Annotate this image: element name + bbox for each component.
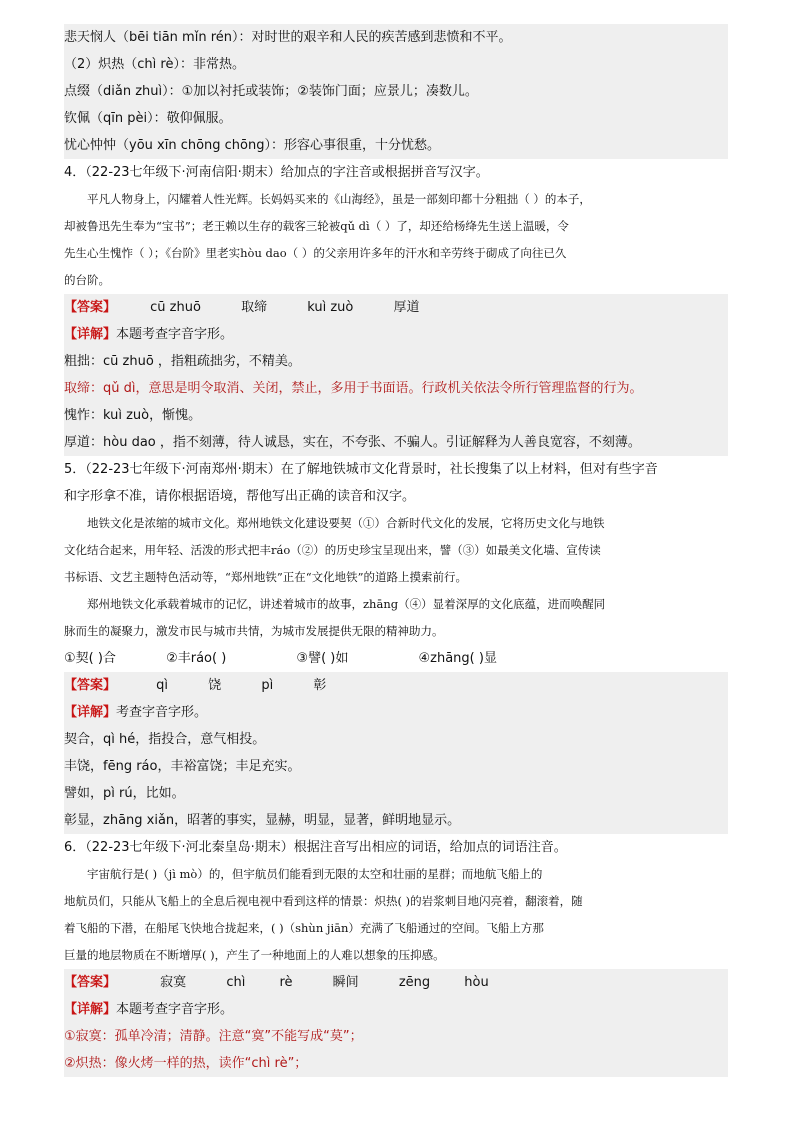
question-6-passage: 巨量的地层物质在不断增厚( )，产生了一种地面上的人难以想象的压抑感。 xyxy=(64,948,445,962)
definition-line: （2）炽热（chì rè）：非常热。 xyxy=(64,51,728,78)
answer-tag: 【答案】 xyxy=(64,300,117,315)
question-6-detail xyxy=(64,996,728,1023)
question-5-answer xyxy=(64,672,728,699)
question-4-answer xyxy=(64,294,728,321)
detail-line: ②炽热：像火烤一样的热，读作“chì rè”； xyxy=(64,1050,728,1077)
fill-item: ③譬( )如 xyxy=(296,651,349,666)
answer-tag: 【答案】 xyxy=(64,975,117,990)
question-5-passage: 书标语、文艺主题特色活动等，“郑州地铁”正在“文化地铁”的道路上摸索前行。 xyxy=(64,570,468,584)
question-6-heading: 6．（22-23七年级下·河北秦皇岛·期末）根据注音写出相应的词语，给加点的词语注音。 xyxy=(64,840,567,855)
detail-line: 譬如，pì rú，比如。 xyxy=(64,780,728,807)
detail-line: ①寂寞：孤单冷清；清静。注意“寞”不能写成“莫”； xyxy=(64,1023,728,1050)
question-6-passage: 地航员们，只能从飞船上的全息后视电视中看到这样的情景：炽热( )的岩浆刺目地闪亮着，翻滚着，随 xyxy=(64,894,583,908)
detail-line: 愧怍：kuì zuò，惭愧。 xyxy=(64,402,728,429)
fill-item: ①契( )合 xyxy=(64,651,116,666)
answer-item: 瞬间 xyxy=(332,975,359,990)
question-5-detail xyxy=(64,699,728,726)
answer-item: hòu xyxy=(464,975,489,990)
detail-line: 厚道：hòu dao ，指不刻薄，待人诚恳，实在，不夸张、不骗人。引证解释为人善良宽容，不刻薄。 xyxy=(64,429,728,456)
answer-item: kuì zuò xyxy=(307,300,354,315)
detail-line: 契合，qì hé，指投合，意气相投。 xyxy=(64,726,728,753)
answer-item: 寂寞 xyxy=(160,975,187,990)
question-5-heading: 5．（22-23七年级下·河南郑州·期末）在了解地铁城市文化背景时，社长搜集了以上材料，但对有些字音 xyxy=(64,462,658,477)
question-4-passage: 平凡人物身上，闪耀着人性光辉。长妈妈买来的《山海经》，虽是一部刻印都十分粗拙（ ）的本子， xyxy=(87,192,591,206)
question-5-passage: 郑州地铁文化承载着城市的记忆，讲述着城市的故事，zhāng（④）显着深厚的文化底蕴，进而唤醒同 xyxy=(87,597,606,611)
answer-item: 彰 xyxy=(313,678,327,693)
detail-tag: 【详解】 xyxy=(64,327,117,342)
answer-item: 饶 xyxy=(208,678,222,693)
fill-item: ④zhāng( )显 xyxy=(418,651,497,666)
answer-item: pì xyxy=(261,678,274,693)
question-5-passage: 文化结合起来，用年轻、活泼的形式把丰ráo（②）的历史珍宝呈现出来，譬（③）如最美文化墙、宣传读 xyxy=(64,543,601,557)
question-6-passage: 着飞船的下潜，在船尾飞快地合拢起来，( )（shùn jiān）充满了飞船通过的空间。飞船上方那 xyxy=(64,921,544,935)
question-4-detail xyxy=(64,321,728,348)
definition-line: 点缀（diǎn zhuì）：①加以衬托或装饰；②装饰门面；应景儿；凑数儿。 xyxy=(64,78,728,105)
detail-line: 丰饶，fēng ráo，丰裕富饶；丰足充实。 xyxy=(64,753,728,780)
definition-line: 忧心忡忡（yōu xīn chōng chōng）：形容心事很重，十分忧愁。 xyxy=(64,132,728,159)
question-4-passage: 的台阶。 xyxy=(64,273,110,287)
answer-item: qì xyxy=(156,678,169,693)
question-5-passage: 脉而生的凝聚力，激发市民与城市共情，为城市发展提供无限的精神助力。 xyxy=(64,624,444,638)
detail-text: 本题考查字音字形。 xyxy=(116,1002,234,1017)
definition-line: 钦佩（qīn pèi）：敬仰佩服。 xyxy=(64,105,728,132)
question-5-heading: 和字形拿不准，请你根据语境，帮他写出正确的读音和汉字。 xyxy=(64,489,416,504)
answer-item: 厚道 xyxy=(393,300,420,315)
answer-item: cū zhuō xyxy=(150,300,201,315)
definition-line: 悲天悯人（bēi tiān mǐn rén）：对时世的艰辛和人民的疾苦感到悲愤和不平。 xyxy=(64,24,728,51)
answer-item: 取缔 xyxy=(241,300,268,315)
detail-line: 彰显，zhāng xiǎn，昭著的事实，显赫，明显，显著，鲜明地显示。 xyxy=(64,807,728,834)
answer-tag: 【答案】 xyxy=(64,678,117,693)
detail-tag: 【详解】 xyxy=(64,705,117,720)
detail-line: 粗拙：cū zhuō ，指粗疏拙劣，不精美。 xyxy=(64,348,728,375)
detail-text: 本题考查字音字形。 xyxy=(116,327,234,342)
question-6-passage: 宇宙航行是( )（jì mò）的，但宇航员们能看到无限的太空和壮丽的星群；而地航飞船上的 xyxy=(87,867,543,881)
question-5-passage: 地铁文化是浓缩的城市文化。郑州地铁文化建设要契（①）合新时代文化的发展，它将历史文化与地铁 xyxy=(87,516,605,530)
question-6-answer xyxy=(64,969,728,996)
detail-tag: 【详解】 xyxy=(64,1002,117,1017)
answer-item: zēng xyxy=(398,975,431,990)
question-4-passage: 先生心生愧怍（ ）；《台阶》里老实hòu dao（ ）的父亲用许多年的汗水和辛劳终于砌成了向往已久 xyxy=(64,246,567,260)
answer-item: rè xyxy=(279,975,293,990)
question-5-items xyxy=(64,645,728,672)
detail-line: 取缔：qǔ dì，意思是明令取消、关闭，禁止，多用于书面语。行政机关依法令所行管理监督的行为。 xyxy=(64,375,728,402)
detail-text: 考查字音字形。 xyxy=(116,705,208,720)
question-4-heading: 4．（22-23七年级下·河南信阳·期末）给加点的字注音或根据拼音写汉字。 xyxy=(64,165,489,180)
answer-item: chì xyxy=(226,975,246,990)
question-4-passage: 却被鲁迅先生奉为“宝书”；老王赖以生存的载客三轮被qǔ dì（ ）了，却还给杨绛先生送上温暖，令 xyxy=(64,219,569,233)
fill-item: ②丰ráo( ) xyxy=(166,651,227,666)
